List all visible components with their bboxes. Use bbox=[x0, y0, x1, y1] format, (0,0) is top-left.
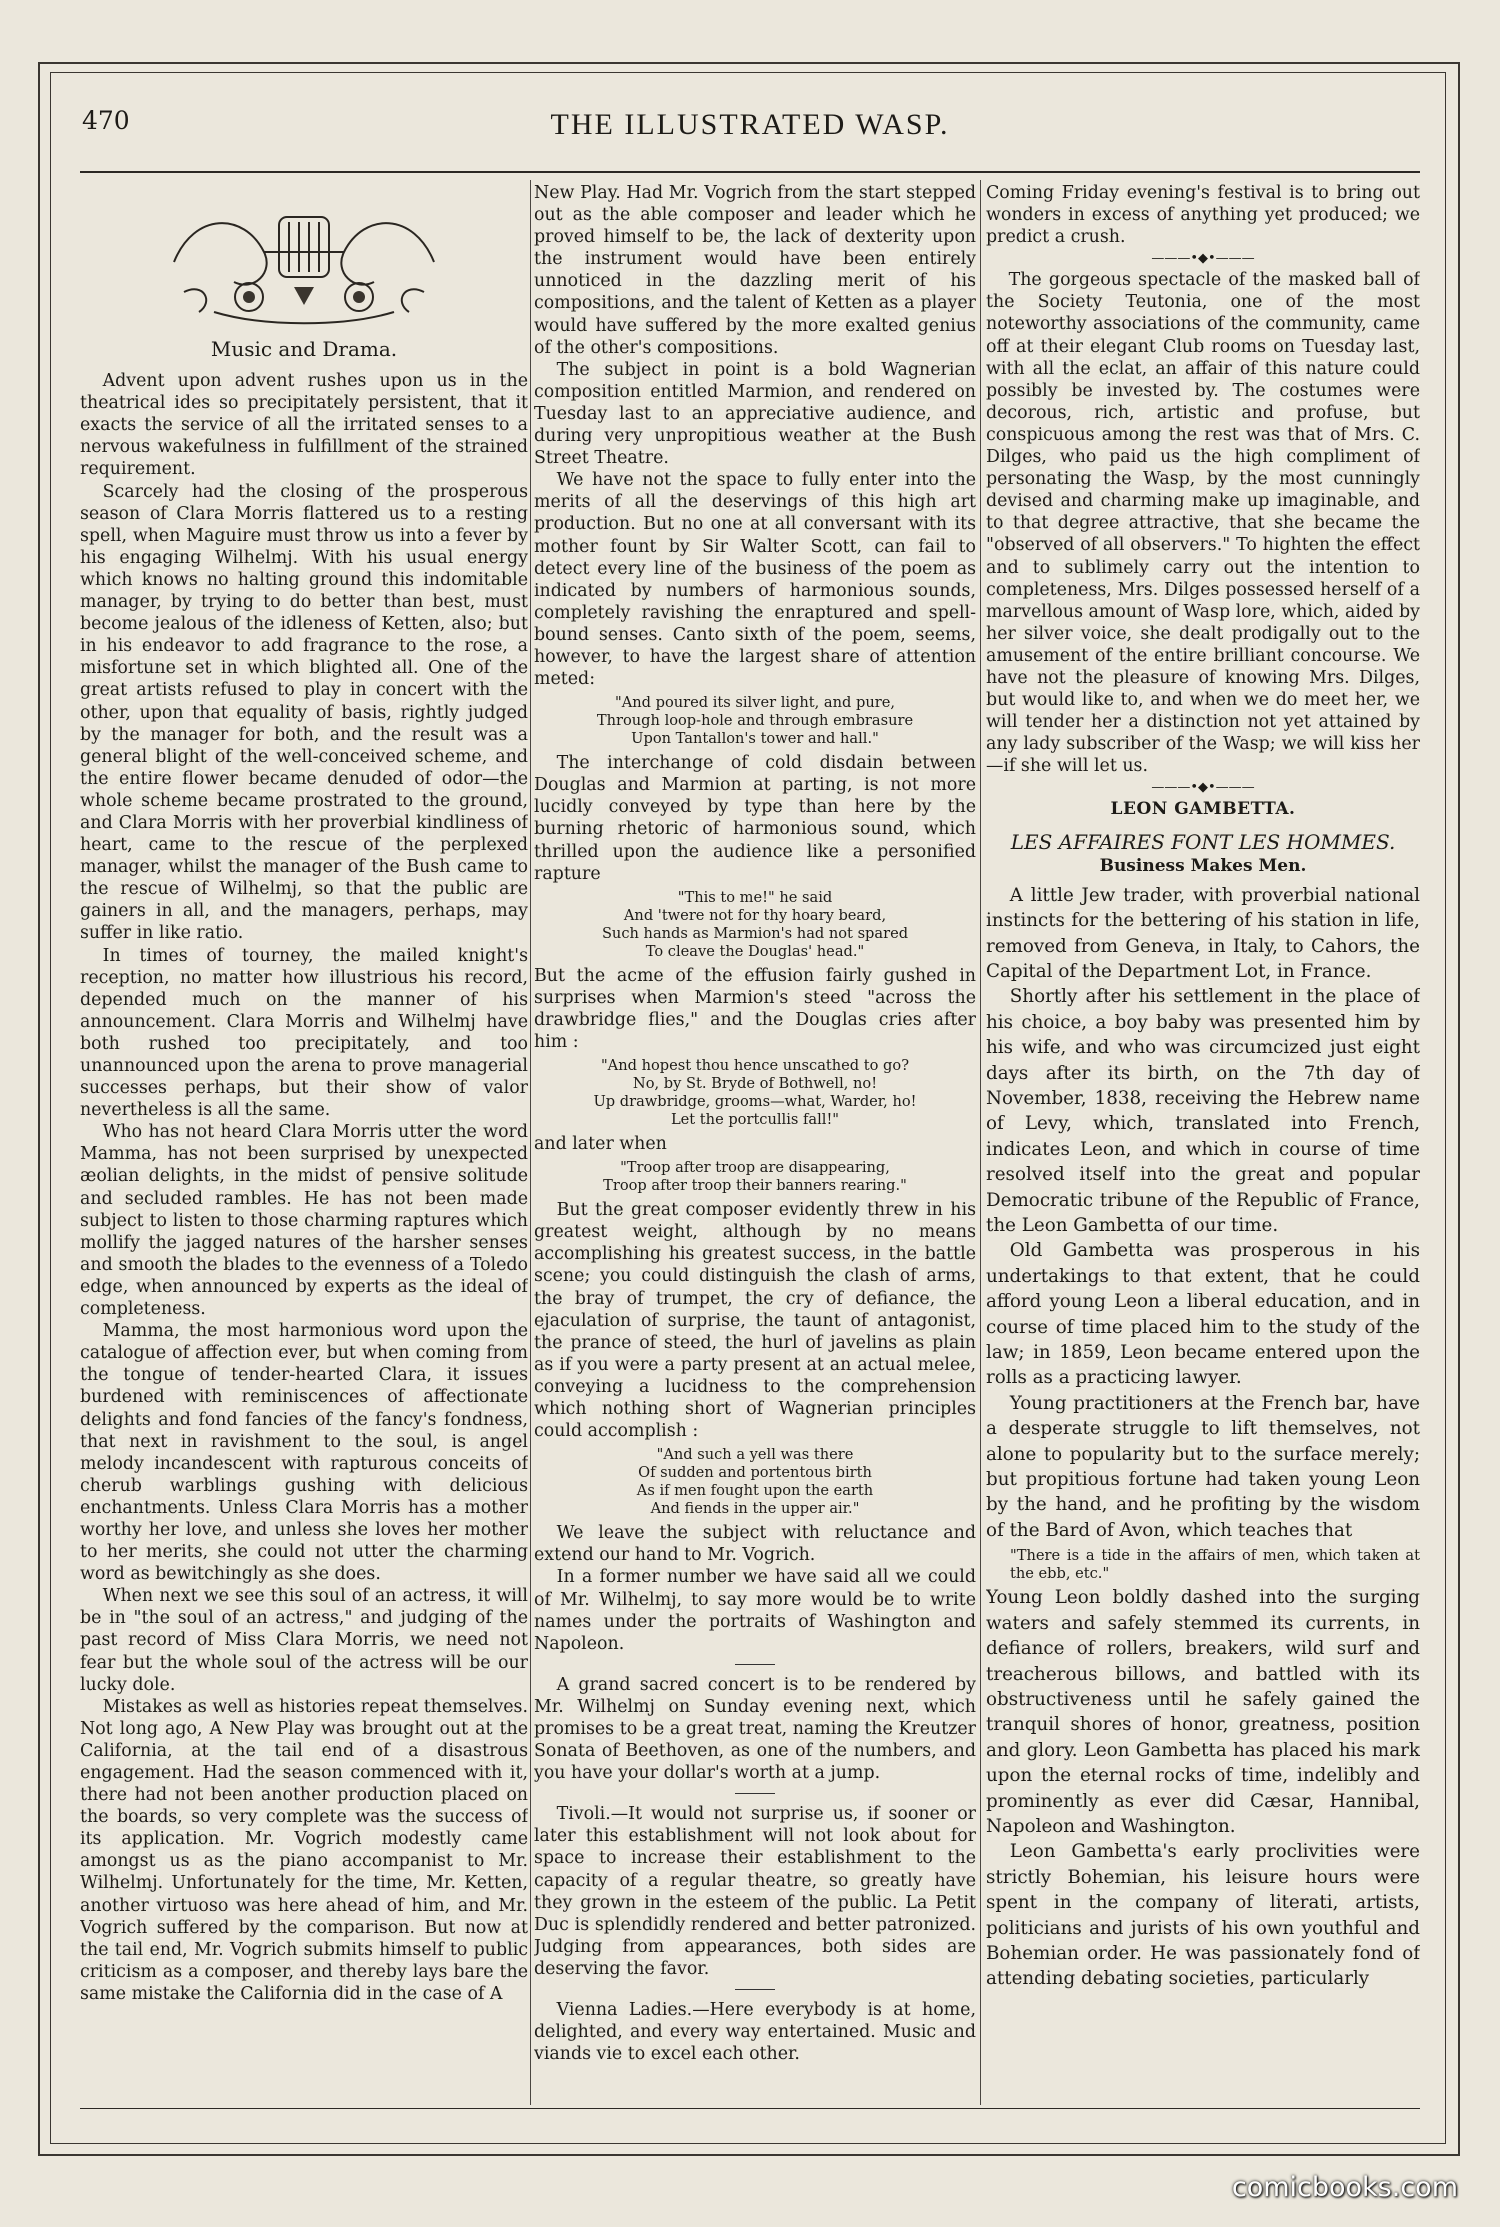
paragraph: Who has not heard Clara Morris utter the word Mamma, has not been surprised by unexpected æolian delights, in the midst of pensive solitude and secluded rambles. He has not been made subject to listen to those charming raptures which mollify the jagged natures of the harsher senses and smooth the blades to the evenness of a Toledo edge, when announced by experts as the ideal of completeness. bbox=[80, 1122, 528, 1320]
french-subheading: LES AFFAIRES FONT LES HOMMES. bbox=[1010, 829, 1396, 854]
verse-block bbox=[534, 1159, 976, 1195]
paragraph: Mamma, the most harmonious word upon the catalogue of affection ever, but when coming from the tongue of tender-hearted Clara, it issues burdened with reminiscences of affectionate delights and fond fancies of the fancy's fondness, that next in ravishment to the soul, is angel melody incandescent with rapturous conceits of cherub warblings gushing with delicious enchantments. Unless Clara Morris has a mother worthy her love, and unless she loves her mother to her merits, she could not utter the charming word as bewitchingly as she does. bbox=[80, 1321, 528, 1585]
paragraph: When next we see this soul of an actress, it will be in "the soul of an actress," and judging of the past record of Miss Clara Morris, we need not fear but the whole soul of the actress will be our lucky dole. bbox=[80, 1586, 528, 1695]
paragraph: Advent upon advent rushes upon us in the theatrical ides so precipitately persistent, that it exacts the service of all the irritated senses to a nervous wakefulness in fulfillment of the strained requirement. bbox=[80, 371, 528, 480]
paragraph: We have not the space to fully enter into the merits of all the deservings of this high art production. But no one at all conversant with its mother fount by Sir Walter Scott, can fail to detect every line of the business of the poem as indicated by numbers of harmonious sounds, completely ravishing the enraptured and spell-bound senses. Canto sixth of the poem, seems, however, to have the largest share of attention meted: bbox=[534, 470, 976, 690]
verse-line: As if men fought upon the earth bbox=[636, 1482, 874, 1500]
separator bbox=[735, 1989, 775, 1990]
column-3 bbox=[986, 182, 1420, 2100]
paragraph: Vienna Ladies.—Here everybody is at home, delighted, and every way entertained. Music and viands vie to excel each other. bbox=[534, 2000, 976, 2065]
verse-block bbox=[534, 889, 976, 961]
paragraph: A grand sacred concert is to be rendered by Mr. Wilhelmj on Sunday evening next, which promises to be a great treat, naming the Kreutzer Sonata of Beethoven, as one of the numbers, and you have your dollar's worth at a jump. bbox=[534, 1674, 976, 1784]
paragraph: In times of tourney, the mailed knight's reception, no matter how illustrious his record, depended much on the manner of his announcement. Clara Morris and Wilhelmj have both rushed too precipitately, and too unannounced upon the arena to prove managerial successes perhaps, but their show of valor nevertheless is all the same. bbox=[80, 945, 528, 1121]
verse-line: "And poured its silver light, and pure, bbox=[614, 694, 896, 712]
gambetta-heading: LEON GAMBETTA. bbox=[1110, 799, 1296, 820]
paragraph: The gorgeous spectacle of the masked ball of the Society Teutonia, one of the most noteworthy associations of the community, came off at their elegant Club rooms on Tuesday last, with all the eclat, an affair of this nature could possibly be invested by. The costumes were decorous, rich, artistic and profuse, but conspicuous among the rest was that of Mrs. C. Dilges, who paid us the high compliment of personating the Wasp, by the most cunningly devised and charming make up imaginable, and to that degree attractive, that she became the "observed of all observers." To highten the effect and to sublimely carry out the intention to completeness, Mrs. Dilges possessed herself of a marvellous amount of Wasp lore, which, aided by her silver voice, she dealt prodigally out to the amusement of the entire brilliant concourse. We have not the pleasure of knowing Mrs. Dilges, but would like to, and when we do meet her, we will tender her a distinction not yet attained by any lady subscriber of the Wasp; we will kiss her—if she will let us. bbox=[986, 270, 1420, 777]
verse-line: Of sudden and portentous birth bbox=[638, 1464, 872, 1482]
paragraph: The subject in point is a bold Wagnerian composition entitled Marmion, and rendered on Tuesday last to an appreciative audience, and during very unpropitious weather at the Bush Street Theatre. bbox=[534, 359, 976, 469]
quotation: "There is a tide in the affairs of men, which taken at the ebb, etc." bbox=[1010, 1547, 1420, 1583]
paragraph: Leon Gambetta's early proclivities were strictly Bohemian, his leisure hours were spent in the company of literati, artists, politicians and jurists of his own youthful and Bohemian order. He was passionately fond of attending debating societies, particularly bbox=[986, 1841, 1420, 1990]
paragraph: Tivoli.—It would not surprise us, if sooner or later this establishment will not look about for space to increase their establishment to the capacity of a regular theatre, so greatly have they grown in the esteem of the public. La Petit Duc is splendidly rendered and better patronized. Judging from appearances, both sides are deserving the favor. bbox=[534, 1804, 976, 1979]
paragraph: The interchange of cold disdain between Douglas and Marmion at parting, is not more lucidly conveyed by type than here by the burning rhetoric of harmonious sound, which thrilled upon the audience like a personified rapture bbox=[534, 753, 976, 884]
paragraph: New Play. Had Mr. Vogrich from the start stepped out as the able composer and leader which he proved himself to be, the lack of dexterity upon the instrument would have been entirely unnoticed in the dazzling merit of his compositions, and the talent of Ketten as a player would have suffered by the more exalted genius of the other's compositions. bbox=[534, 183, 976, 358]
paragraph: But the great composer evidently threw in his greatest weight, although by no means accomplishing his greatest success, in the battle scene; you could distinguish the clash of arms, the bray of trumpet, the cry of defiance, the ejaculation of surprise, the taunt of antagonist, the prance of steed, the hurl of javelins as plain as if you were a party present at an actual melee, conveying a lucidness to the comprehension which nothing short of Wagnerian principles could accomplish : bbox=[534, 1200, 976, 1442]
music-drama-ornament-icon bbox=[154, 192, 454, 332]
verse-line: Through loop-hole and through embrasure bbox=[596, 712, 914, 730]
verse-line: Troop after troop their banners rearing." bbox=[603, 1177, 907, 1195]
verse-block bbox=[534, 1446, 976, 1518]
paragraph: Shortly after his settlement in the place of his choice, a boy baby was presented him by his wife, and who was circumcized just eight days after its birth, on the 7th day of November, 1838, receiving the Hebrew name of Levy, which, translated into French, indicates Leon, and which in course of time resolved itself into the great and popular Democratic tribune of the Republic of France, the Leon Gambetta of our time. bbox=[986, 986, 1420, 1236]
verse-block bbox=[534, 694, 976, 748]
masthead-title: THE ILLUSTRATED WASP. bbox=[550, 108, 950, 141]
watermark: comicbooks.com bbox=[1231, 2172, 1458, 2203]
paragraph: But the acme of the effusion fairly gushed in surprises when Marmion's steed "across the drawbridge flies," and the Douglas cries after him : bbox=[534, 965, 976, 1052]
verse-line: No, by St. Bryde of Bothwell, no! bbox=[632, 1075, 878, 1093]
separator bbox=[735, 1793, 775, 1794]
verse-line: Such hands as Marmion's had not spared bbox=[601, 924, 909, 942]
separator-ornament: ———•◆•——— bbox=[1151, 251, 1255, 267]
column-divider-1 bbox=[530, 180, 531, 2105]
verse-line: And fiends in the upper air." bbox=[650, 1500, 860, 1518]
column-divider-2 bbox=[980, 180, 981, 2105]
paragraph: Young practitioners at the French bar, have a desperate struggle to lift themselves, not alone to popularity but to the surface merely; but propitious fortune had taken young Leon by the hand, and he profiting by the wisdom of the Bard of Avon, which teaches that bbox=[986, 1392, 1420, 1541]
verse-line: To cleave the Douglas' head." bbox=[645, 942, 865, 960]
verse-line: "This to me!" he said bbox=[677, 888, 833, 906]
header-rule bbox=[80, 171, 1420, 173]
column-1 bbox=[80, 182, 528, 2100]
verse-line: And 'twere not for thy hoary beard, bbox=[623, 906, 887, 924]
paragraph: Old Gambetta was prosperous in his undertakings to that extent, that he could afford young Leon a liberal education, and in course of time placed him to the study of the law; in 1859, Leon became entered upon the rolls as a practicing lawyer. bbox=[986, 1240, 1420, 1389]
verse-line: Up drawbridge, grooms—what, Warder, ho! bbox=[593, 1093, 917, 1111]
verse-line: "And hopest thou hence unscathed to go? bbox=[600, 1057, 910, 1075]
paragraph: Coming Friday evening's festival is to bring out wonders in excess of anything yet produced; we predict a crush. bbox=[986, 183, 1420, 248]
separator bbox=[735, 1664, 775, 1665]
paragraph: Mistakes as well as histories repeat themselves. Not long ago, A New Play was brought out at the California, at the tail end of a disastrous engagement. Had the season commenced with it, there had not been another production placed on the boards, so very complete was the success of its application. Mr. Vogrich modestly came amongst us as the piano accompanist to Mr. Wilhelmj. Unfortunately for the time, Mr. Ketten, another virtuoso was here ahead of him, and Mr. Vogrich suffered by the comparison. But now at the tail end, Mr. Vogrich submits himself to public criticism as a composer, and thereby lays bare the same mistake the California did in the case of A bbox=[80, 1696, 528, 2004]
verse-line: "And such a yell was there bbox=[656, 1446, 854, 1464]
verse-block bbox=[534, 1057, 976, 1129]
paragraph: In a former number we have said all we could of Mr. Wilhelmj, to say more would be to write names under the portraits of Washington and Napoleon. bbox=[534, 1567, 976, 1654]
music-drama-heading: Music and Drama. bbox=[210, 337, 398, 361]
verse-line: "Troop after troop are disappearing, bbox=[620, 1159, 890, 1177]
verse-line: Upon Tantallon's tower and hall." bbox=[631, 730, 879, 748]
column-2 bbox=[534, 182, 976, 2100]
footer-rule bbox=[80, 2108, 1420, 2109]
page-number: 470 bbox=[82, 106, 130, 135]
paragraph: We leave the subject with reluctance and extend our hand to Mr. Vogrich. bbox=[534, 1523, 976, 1566]
separator-ornament: ———•◆•——— bbox=[1151, 780, 1255, 796]
paragraph: Scarcely had the closing of the prosperous season of Clara Morris flattered us to a resting spell, when Maguire must throw us into a fever by his engaging Wilhelmj. With his usual energy which knows no halting ground this indomitable manager, by trying to do better than best, must become jealous of the idleness of Ketten, also; but in his endeavor to add fragrance to the rose, a misfortune set in which blighted all. One of the great artists refused to play in concert with the other, upon that equality of basis, rightly judged by the manager for both, and the result was a general blight of the well-conceived scheme, and the entire flower became denuded of odor—the whole scheme became prostrated to the ground, and Clara Morris with her proverbial kindliness of heart, came to the rescue of the perplexed manager, whilst the manager of the Bush came to the rescue of Wilhelmj, so that the public are gainers in all, and the managers, perhaps, may suffer in like ratio. bbox=[80, 481, 528, 944]
paragraph: Young Leon boldly dashed into the surging waters and safely stemmed its currents, in defiance of rollers, breakers, wild surf and treacherous billows, and battled with its obstructiveness until he safely gained the tranquil shores of honor, greatness, position and glory. Leon Gambetta has placed his mark upon the eternal rocks of time, indelibly and prominently as ever did Cæsar, Hannibal, Napoleon and Washington. bbox=[986, 1587, 1420, 1837]
business-subheading: Business Makes Men. bbox=[1099, 855, 1307, 876]
paragraph: A little Jew trader, with proverbial national instincts for the bettering of his station in life, removed from Geneva, in Italy, to Cahors, the Capital of the Department Lot, in France. bbox=[986, 884, 1420, 982]
paragraph: and later when bbox=[534, 1134, 667, 1155]
verse-line: Let the portcullis fall!" bbox=[670, 1111, 840, 1129]
